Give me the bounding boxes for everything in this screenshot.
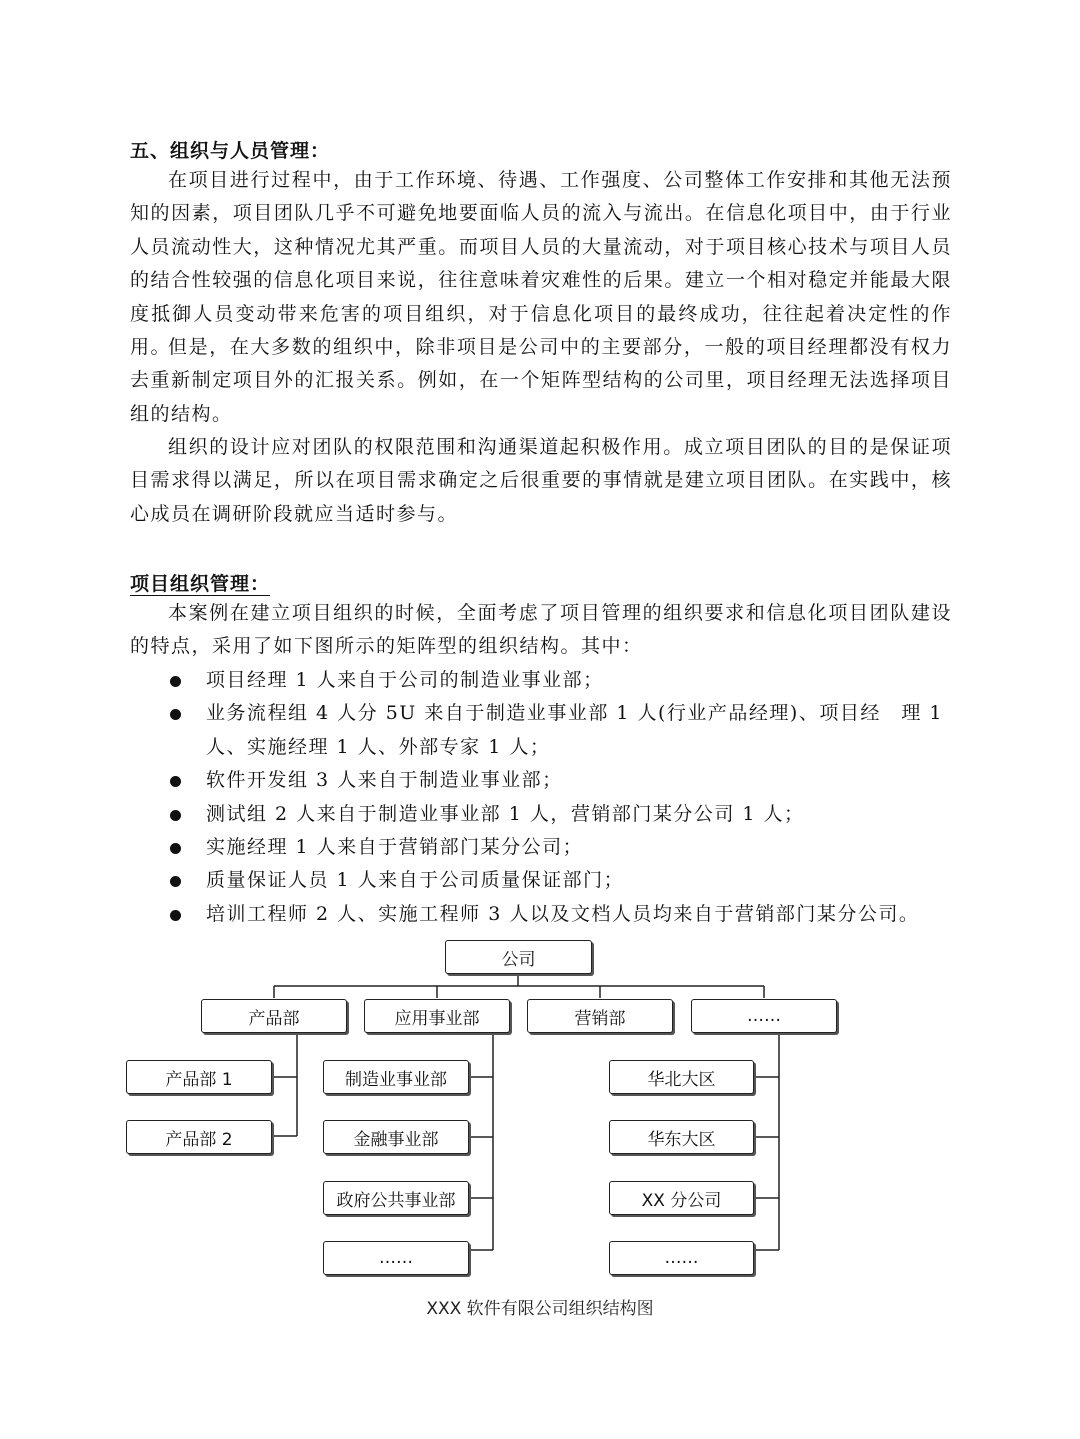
paragraph-matrix-intro: 本案例在建立项目组织的时候，全面考虑了项目管理的组织要求和信息化项目团队建设的特点，采用了如下图所示的矩阵型的组织结构。其中： (130, 602, 952, 658)
paragraph-reporting-relations: 但是，在大多数的组织中，除非项目是公司中的主要部分，一般的项目经理都没有权力去重新制定项目外的汇报关系。例如，在一个矩阵型结构的公司里，项目经理无法选择项目组的结构。 (130, 336, 952, 425)
org-node-xx-branch: XX 分公司 (609, 1181, 754, 1215)
bullet-icon (170, 810, 181, 821)
list-item: 培训工程师 2 人、实施工程师 3 人以及文档人员均来自于营销部门某分公司。 (130, 898, 952, 931)
bullet-icon (170, 876, 181, 887)
section-heading-project-org: 项目组织管理： (130, 573, 271, 595)
bullet-icon (170, 910, 181, 921)
org-node-company: 公司 (445, 940, 592, 974)
org-node-government: 政府公共事业部 (323, 1181, 469, 1215)
bullet-icon (170, 776, 181, 787)
staffing-list (130, 664, 952, 931)
list-item: 实施经理 1 人来自于营销部门某分公司； (130, 831, 952, 864)
org-node-north-china: 华北大区 (609, 1060, 754, 1094)
org-node-other-dept: …… (691, 999, 837, 1033)
org-chart-connectors (0, 930, 1080, 1290)
section-heading-org-personnel: 五、组织与人员管理： (130, 140, 331, 162)
org-node-east-china: 华东大区 (609, 1120, 754, 1154)
list-item: 业务流程组 4 人分 5U 来自于制造业事业部 1 人(行业产品经理)、项目经 理 1 人、实施经理 1 人、外部专家 1 人； (130, 697, 952, 764)
org-chart-caption: XXX 软件有限公司组织结构图 (426, 1299, 654, 1319)
paragraph-personnel-turnover: 在项目进行过程中，由于工作环境、待遇、工作强度、公司整体工作安排和其他无法预知的因素，项目团队几乎不可避免地要面临人员的流入与流出。在信息化项目中，由于行业人员流动性大，这种情况尤其严重。而项目人员的大量流动，对于项目核心技术与项目人员的结合性较强的信息化项目来说，往往意味着灾难性的后果。建立一个相对稳定并能最大限度抵御人员变动带来危害的项目组织，对于信息化项目的最终成功，往往起着决定性的作用。 (130, 169, 952, 359)
bullet-icon (170, 676, 181, 687)
org-node-finance: 金融事业部 (323, 1120, 469, 1154)
org-node-application-dept: 应用事业部 (364, 999, 510, 1033)
bullet-icon (170, 843, 181, 854)
paragraph-org-design: 组织的设计应对团队的权限范围和沟通渠道起积极作用。成立项目团队的目的是保证项目需求得以满足，所以在项目需求确定之后很重要的事情就是建立项目团队。在实践中，核心成员在调研阶段就应当适时参与。 (130, 436, 952, 525)
org-node-product-sub-1: 产品部 1 (126, 1060, 272, 1094)
org-node-marketing-dept: 营销部 (527, 999, 673, 1033)
org-node-product-dept: 产品部 (201, 999, 347, 1033)
list-item: 软件开发组 3 人来自于制造业事业部； (130, 764, 952, 797)
list-item: 测试组 2 人来自于制造业事业部 1 人，营销部门某分公司 1 人； (130, 798, 952, 831)
list-item: 项目经理 1 人来自于公司的制造业事业部； (130, 664, 952, 697)
bullet-icon (170, 709, 181, 720)
org-node-product-sub-2: 产品部 2 (126, 1120, 272, 1154)
org-node-application-other: …… (323, 1241, 469, 1275)
org-node-manufacturing: 制造业事业部 (323, 1060, 469, 1094)
org-chart (0, 930, 1080, 1330)
org-node-marketing-other: …… (609, 1241, 754, 1275)
list-item: 质量保证人员 1 人来自于公司质量保证部门； (130, 864, 952, 897)
